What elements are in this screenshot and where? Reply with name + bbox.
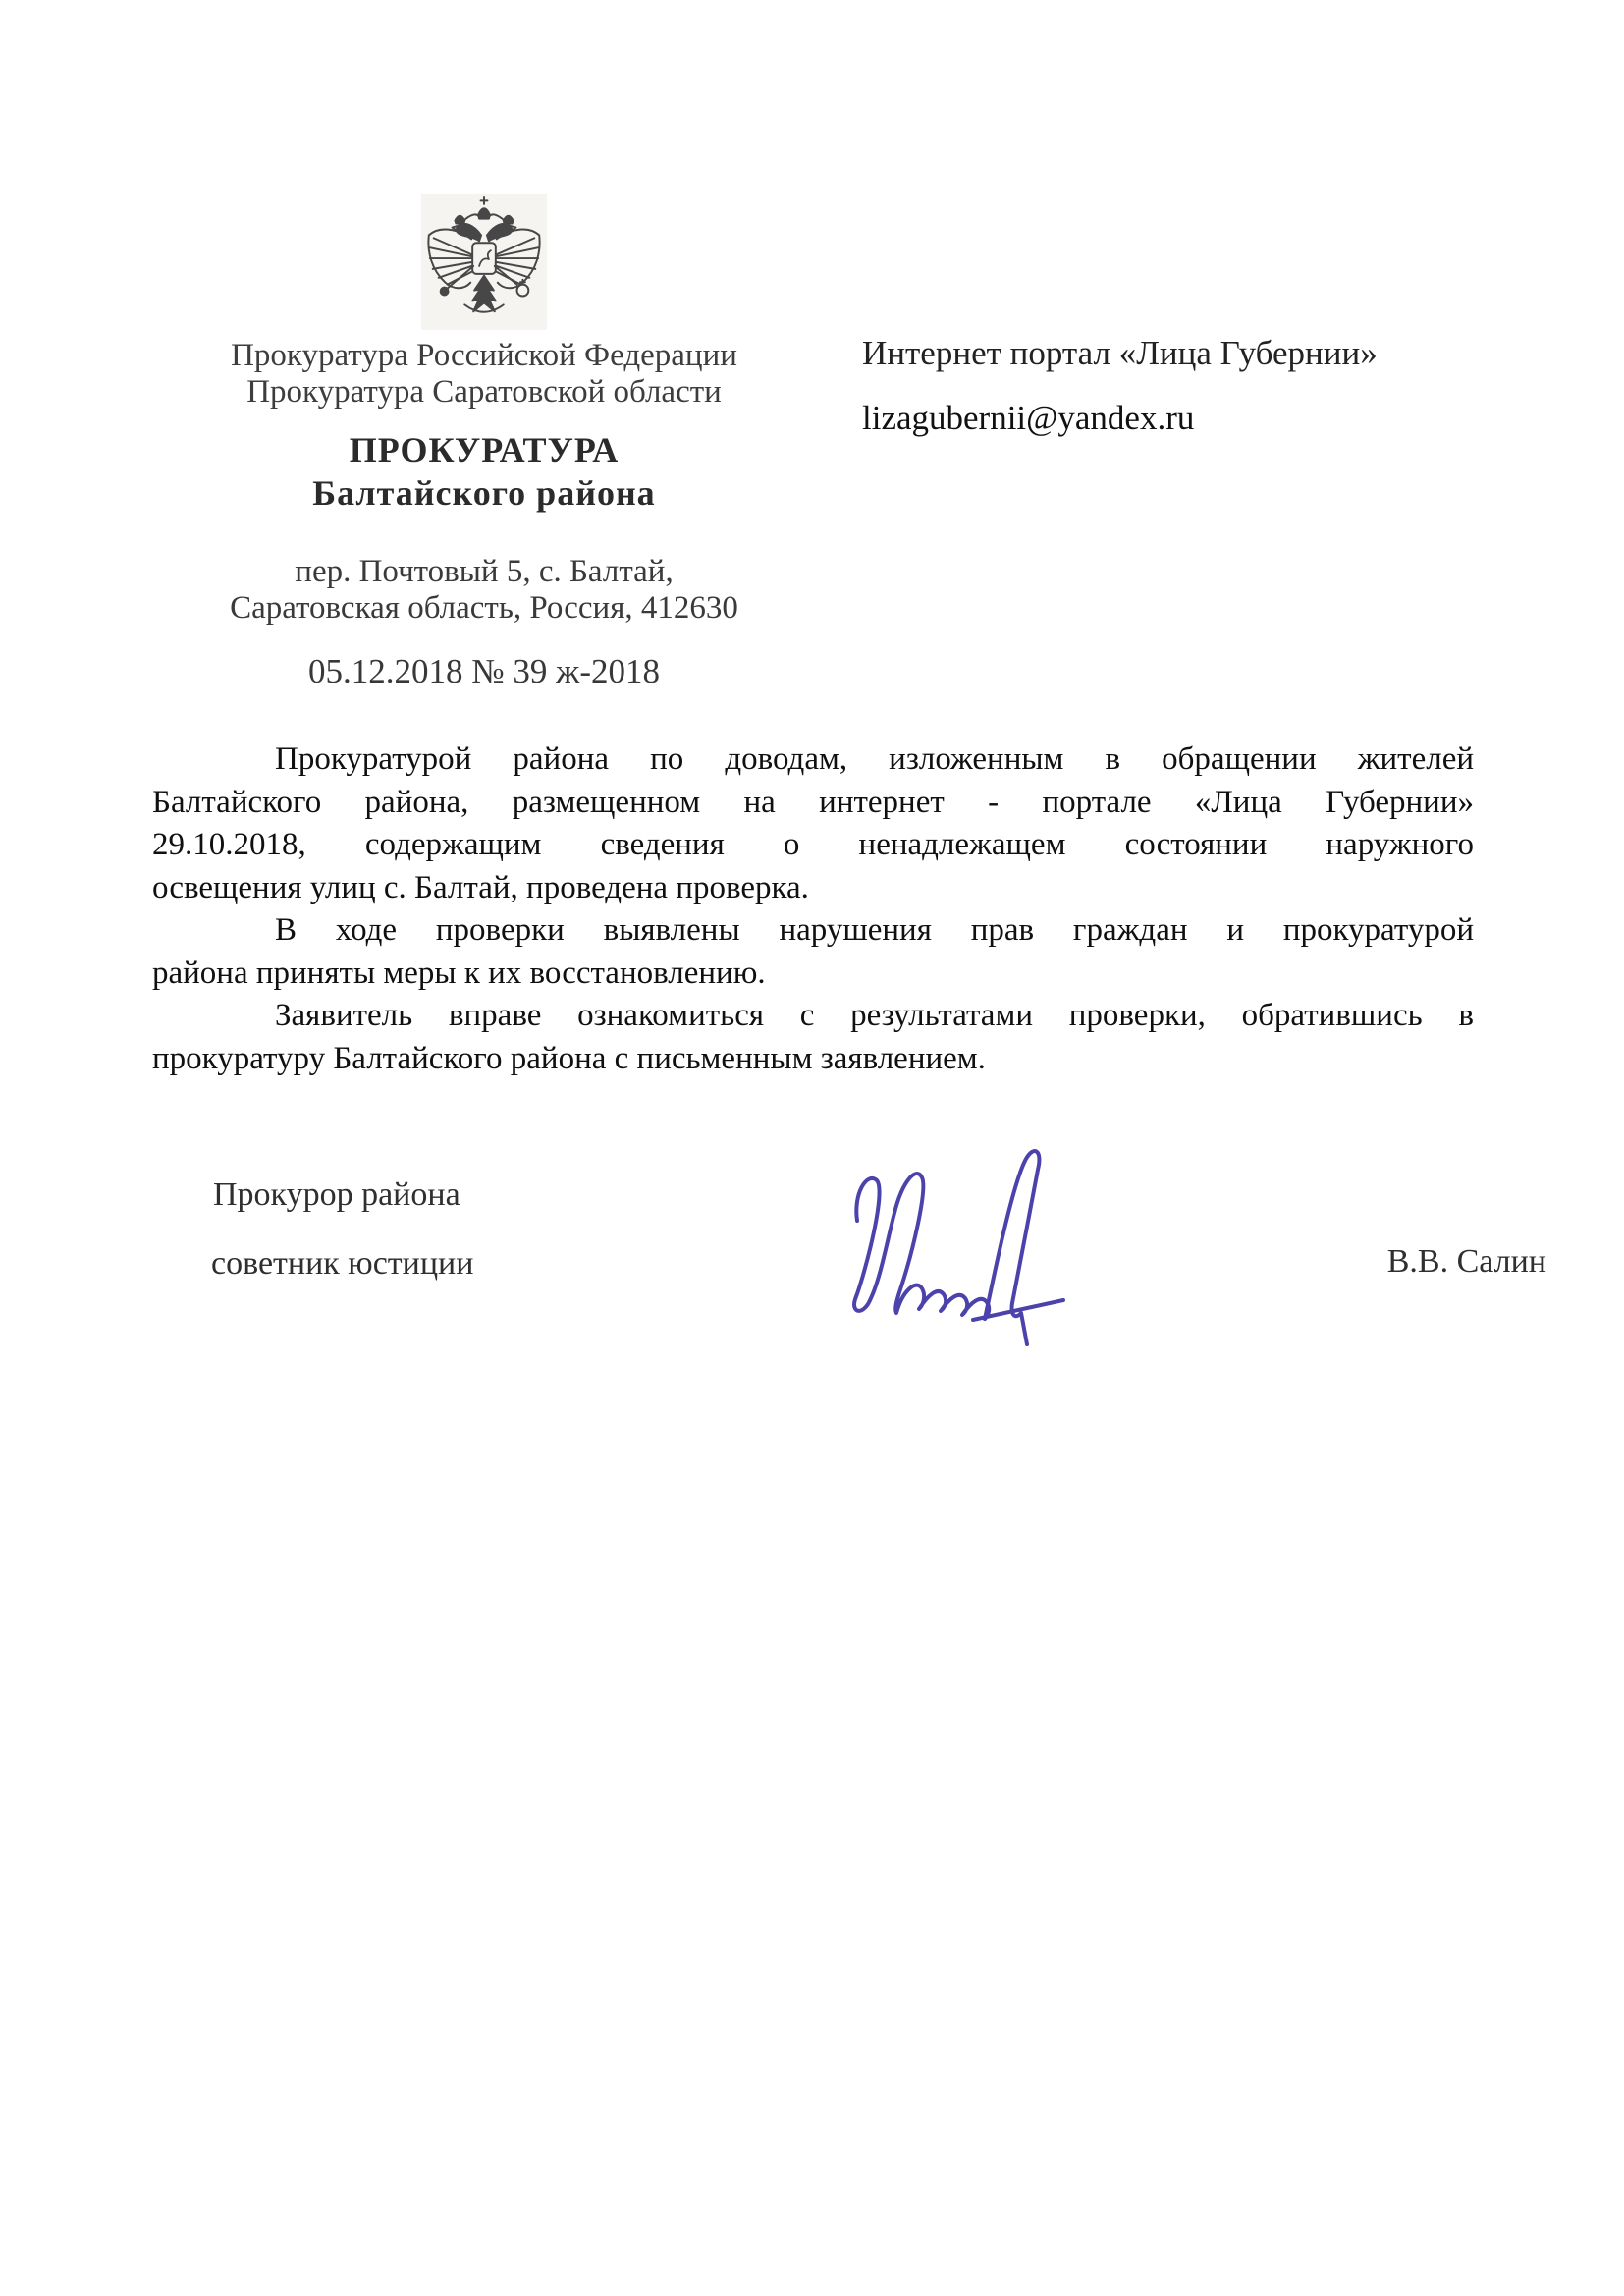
date-reference-number: 05.12.2018 № 39 ж-2018 — [308, 652, 660, 690]
addressee-name: Интернет портал «Лица Губернии» — [862, 334, 1378, 372]
body-line: В ходе проверки выявлены нарушения прав граждан и прокуратурой — [275, 912, 1474, 948]
body-line: прокуратуру Балтайского района с письменным заявлением. — [152, 1040, 986, 1076]
org-title-block — [157, 428, 811, 515]
body-line: Прокуратурой районa по доводам, изложенным в обращении жителей — [275, 741, 1474, 777]
body-line: Балтайского района, размещенном на интернет - портале «Лица Губернии» — [152, 784, 1474, 820]
org-federation-line: Прокуратура Российской Федерации — [231, 338, 737, 373]
body-line: освещения улиц с. Балтай, проведена проверка. — [152, 869, 809, 905]
body-line: района приняты меры к их восстановлению. — [152, 955, 766, 991]
org-region-line: Прокуратура Саратовской области — [246, 374, 722, 410]
addressee-email: lizagubernii@yandex.ru — [862, 399, 1195, 437]
org-address-line2: Саратовская область, Россия, 412630 — [230, 590, 738, 626]
signer-title-line2: советник юстиции — [211, 1245, 474, 1282]
russian-coat-of-arms-icon — [420, 194, 548, 330]
handwritten-signature — [830, 1125, 1075, 1353]
paragraph-3 — [152, 995, 1474, 1080]
signer-name: В.В. Салин — [1386, 1243, 1546, 1280]
body-line: Заявитель вправе ознакомиться с результатами проверки, обратившись в — [275, 998, 1474, 1033]
paragraph-2 — [152, 909, 1474, 995]
letter-body — [152, 738, 1474, 1080]
paragraph-1 — [152, 738, 1474, 909]
org-address-block — [157, 554, 811, 627]
org-district: Балтайского района — [312, 473, 656, 513]
body-line: 29.10.2018, содержащим сведения о ненадлежащем состоянии наружного — [152, 827, 1474, 862]
issuing-organization — [157, 338, 811, 410]
org-address-line1: пер. Почтовый 5, с. Балтай, — [295, 554, 674, 589]
signer-title-line1: Прокурор района — [213, 1176, 460, 1213]
org-name: ПРОКУРАТУРА — [349, 430, 620, 469]
